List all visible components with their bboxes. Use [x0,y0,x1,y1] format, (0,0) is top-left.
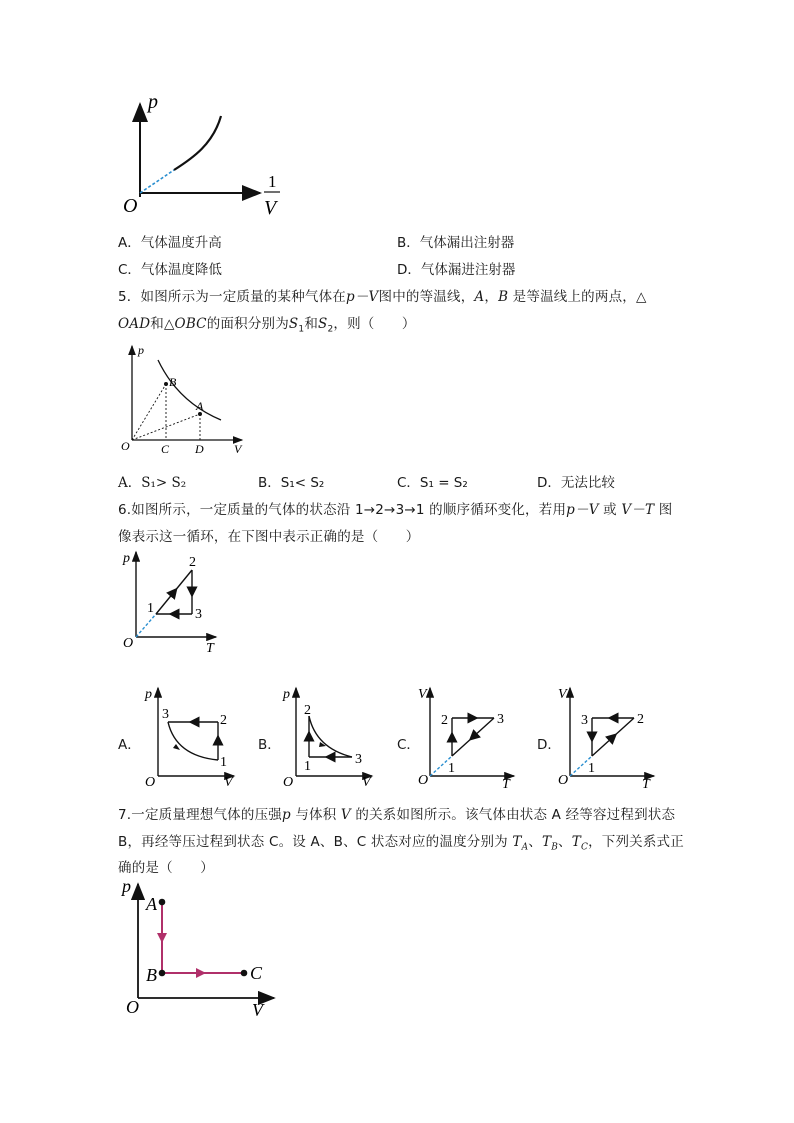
q5-pv: p－V [346,289,379,305]
figure-q6-option-d[interactable] [554,684,659,789]
label-3: 3 [581,713,588,728]
label-3: 3 [497,712,504,727]
label-v: V [362,775,371,789]
q7-t: T [542,834,552,850]
label-t: T [206,641,214,656]
q6-option-d[interactable]: D． [537,737,561,753]
q5-sub: 1 [298,324,305,335]
q5-text: ，则（ ） [333,316,416,332]
q4-option-c[interactable]: C．气体温度降低 [118,262,222,278]
figure-q7-pv [118,876,278,1021]
figure-q5-isotherm [118,340,258,460]
label-2: 2 [220,713,227,728]
label-v: V [418,687,427,702]
figure-q6-pt-cycle [118,548,228,658]
point-b [159,970,166,977]
curve-2-3 [309,716,352,757]
label-v: V [558,687,567,702]
q5-point-b: B [498,289,509,305]
label-v: V [234,442,242,456]
q7-text: 、 [528,834,542,850]
label-v: V [224,775,233,789]
q5-sub: 2 [327,324,334,335]
isotherm-curve [158,360,221,420]
label-p: p [145,687,152,702]
arrow-a-b [157,933,167,943]
label-t: T [502,777,510,789]
q5-stem-line1 [118,285,647,305]
q5-s: S [318,316,328,332]
point-a [159,899,166,906]
label-3: 3 [162,707,169,722]
figure-p-inverse-v [118,92,293,222]
q7-v: V [340,807,351,823]
q5-text: 的面积分别为 [206,316,289,332]
label-o: O [558,773,569,788]
q6-text: 或 [598,502,622,518]
dashed-extension [140,170,174,193]
figure-q6-option-a[interactable] [138,684,238,789]
label-a: A [196,399,204,413]
q5-option-c[interactable]: C．S₁ = S₂ [397,475,468,491]
q7-t: T [571,834,581,850]
point-c [241,970,248,977]
label-2: 2 [441,713,448,728]
label-c: C [250,963,263,983]
label-t: T [642,777,650,789]
q4-option-d[interactable]: D．气体漏进注射器 [397,262,516,278]
arrow-b-c [196,968,206,978]
label-1: 1 [147,601,154,616]
q5-text: 是等温线上的两点，△ [508,289,647,305]
q4-option-a[interactable]: A．气体温度升高 [118,235,222,251]
q5-oad: OAD [118,316,151,332]
label-b: B [169,375,177,389]
label-p: p [138,343,144,357]
q5-s: S [288,316,299,332]
q6-option-c[interactable]: C． [397,737,420,753]
figure-q6-option-c[interactable] [414,684,519,789]
q7-text: 与体积 [290,807,341,823]
q5-point-a: A [474,289,485,305]
label-o: O [123,195,138,217]
q7-sub: B [551,842,559,853]
q5-text: 图中的等温线， [378,289,475,305]
label-p: p [148,92,158,113]
q7-text: 、 [558,834,572,850]
segment-1-2 [592,718,634,756]
dashed-extension [136,614,156,637]
curve [174,116,221,170]
label-o: O [418,773,429,788]
label-d: D [195,442,204,456]
label-1: 1 [448,761,455,776]
label-1: 1 [588,761,595,776]
q7-p: p [281,807,291,823]
q4-option-b[interactable]: B．气体漏出注射器 [397,235,515,251]
label-1: 1 [304,759,311,774]
q6-option-a[interactable]: A． [118,737,141,753]
arrow-on-curve [173,744,180,750]
q6-text: 6.如图所示，一定质量的气体的状态沿 1→2→3→1 的顺序循环变化，若用 [118,502,567,518]
q7-sub: C [580,842,589,853]
q5-text: 5．如图所示为一定质量的某种气体在 [118,289,346,305]
label-o: O [145,775,156,789]
q5-obc: OBC [174,316,207,332]
figure-q6-option-b[interactable] [276,684,376,789]
q6-stem-line2: 像表示这一循环，在下图中表示正确的是（ ） [118,529,420,545]
label-o: O [283,775,294,789]
label-b: B [146,965,157,985]
q7-stem-line1 [118,803,675,823]
label-2: 2 [304,703,311,718]
q6-stem-line1 [118,498,672,518]
label-p: p [122,876,131,896]
label-3: 3 [195,607,202,622]
segment-1-2 [156,570,192,614]
q7-text: ，下列关系式正 [588,834,684,850]
q5-stem-line2 [118,312,416,335]
label-p: p [283,687,290,702]
label-2: 2 [189,555,196,570]
label-p: p [123,551,130,566]
q5-text: ， [484,289,499,305]
q7-sub: A [521,842,529,853]
q6-pv: p－V [566,502,599,518]
q5-text: 和△ [150,316,175,332]
q5-option-b[interactable]: B．S₁< S₂ [258,475,325,491]
label-2: 2 [637,712,644,727]
q6-option-b[interactable]: B． [258,737,281,753]
q7-text: 7.一定质量理想气体的压强 [118,807,282,823]
label-o: O [121,439,130,453]
q7-stem-line2 [118,830,684,853]
point-b [164,382,168,386]
q6-vt: V－T [621,502,655,518]
label-o: O [123,636,134,651]
q7-text: B，再经等压过程到状态 C。设 A、B、C 状态对应的温度分别为 [118,834,513,850]
q7-t: T [512,834,522,850]
q5-option-d[interactable]: D．无法比较 [537,475,615,491]
label-v: V [252,1000,263,1020]
q7-text: 的关系如图所示。该气体由状态 A 经等容过程到状态 [350,807,676,823]
label-3: 3 [355,752,362,767]
label-1: 1 [220,755,227,770]
label-v: V [264,197,277,219]
label-one: 1 [268,172,277,191]
q5-text: 和 [304,316,319,332]
label-a: A [146,894,157,914]
q5-option-a[interactable]: A．S₁> S₂ [118,475,187,491]
label-o: O [126,997,139,1017]
curve-3-1 [168,722,218,760]
q6-text: 图 [654,502,673,518]
line-ob [132,384,166,440]
label-c: C [161,442,170,456]
q7-stem-line3: 确的是（ ） [118,860,214,876]
segment-3-1 [452,718,494,756]
